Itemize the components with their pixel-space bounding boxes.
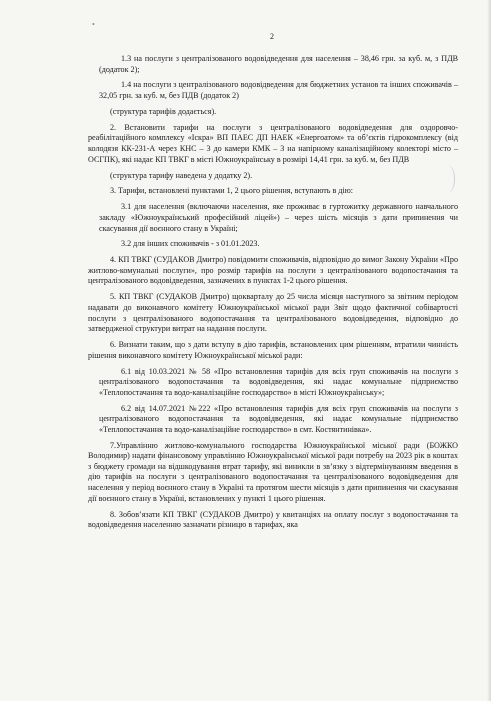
paragraph-3: 3. Тарифи, встановлені пунктами 1, 2 цього рішення, вступають в дію:: [110, 186, 354, 196]
paragraph-4: 4. КП ТВКГ (СУДАКОВ Дмитро) повідомити споживачів, відповідно до вимог Закону України «Про житлово-комунальні послуги», про розмір тарифів на послуги з централізованого водопостачання та централізованого водовідведення, зазначених в пунктах 1-2 цього рішення.: [88, 255, 458, 286]
paragraph-3-2: 3.2 для інших споживачів - з 01.01.2023.: [121, 239, 260, 249]
paragraph-6-1: 6.1 від 10.03.2021 № 58 «Про встановлення тарифів для всіх груп споживачів на послуги з централізованого водопостачання та водовідведення, які надає комунальне підприємство «Теплопостачання та водо-каналізаційне господарство» в місті Южноукраїнську»;: [99, 366, 458, 397]
paragraph-2: 2. Встановити тарифи на послуги з централізованого водовідведення для оздоровчо-реабілітаційного комплексу «Іскра» ВП ПАЕС ДП НАЕК «Енергоатом» та об’єктів гідрокомплексу (від колодязя КК-231-А через КНС – 3 до камери КМК – 3 на напірному каналізаційному колекторі місто – ОСГПК), які надає КП ТВКГ в місті Южноукраїнську в розмірі 14,41 грн. за куб. м, без ПДВ: [88, 122, 458, 164]
scan-artifact: [440, 165, 455, 193]
paragraph-1-4: 1.4 на послуги з централізованого водовідведення для бюджетних установ та інших споживачів – 32,05 грн. за куб. м, без ПДВ (додаток 2): [99, 80, 458, 101]
paragraph-6-2: 6.2 від 14.07.2021 №222 «Про встановлення тарифів для всіх груп споживачів на послуги з централізованого водопостачання та водовідведення, які надає комунальне підприємство «Теплопостачання та водо-каналізаційне господарство» в смт. Костянтинівка».: [99, 403, 458, 434]
paragraph-8: 8. Зобов’язати КП ТВКГ (СУДАКОВ Дмитро) у квитанціях на оплату послуг з водопостачання та водовідведення населенню зазначати різницю в тарифах, яка: [88, 509, 458, 530]
structure-note-2: (структура тарифу наведена у додатку 2).: [110, 170, 253, 180]
paragraph-5: 5. КП ТВКГ (СУДАКОВ Дмитро) щокварталу до 25 числа місяця наступного за звітним періодом надавати до виконавчого комітету Южноукраїнської міської ради Звіт щодо фактичної собівартості послуги з централізованого водопостачання та централізованого водовідведення, відповідно до затвердженої структури витрат на надання послуги.: [88, 292, 458, 334]
page-number: 2: [270, 32, 274, 41]
paragraph-7: 7.Управлінню житлово-комунального господарства Южноукраїнської міської ради (БОЖКО Володимир) надати фінансовому управлінню Южноукраїнської міської ради потребу на 2023 рік в коштах з бюджету громади на відшкодування втрат тарифу, які виникли в зв’язку з відтермінуванням введення в дію тарифів на послуги з централізованого водопостачання та централізованого водовідведення для населення у період воєнного стану в Україні та протягом шести місяців з дати припинення чи скасування дії воєнного стану в Україні, встановлених у пункті 1 цього рішення.: [88, 440, 458, 503]
document-body: [88, 54, 458, 536]
paragraph-3-1: 3.1 для населення (включаючи населення, яке проживає в гуртожитку державного навчального закладу «Южноукраїнський професійний ліцей») – через шість місяців з дати припинення чи скасування дії воєнного стану в Україні;: [99, 202, 458, 233]
paragraph-6: 6. Визнати таким, що з дати вступу в дію тарифів, встановлених цим рішенням, втратили чинність рішення виконавчого комітету Южноукраїнської міської ради:: [88, 340, 458, 360]
scan-edge-shadow: [487, 0, 491, 701]
paragraph-1-3: 1.3 на послуги з централізованого водовідведення для населення – 38,46 грн. за куб. м, з ПДВ (додаток 2);: [99, 54, 458, 74]
structure-note-1: (структура тарифів додається).: [110, 106, 217, 116]
scan-mark: •: [92, 20, 95, 29]
